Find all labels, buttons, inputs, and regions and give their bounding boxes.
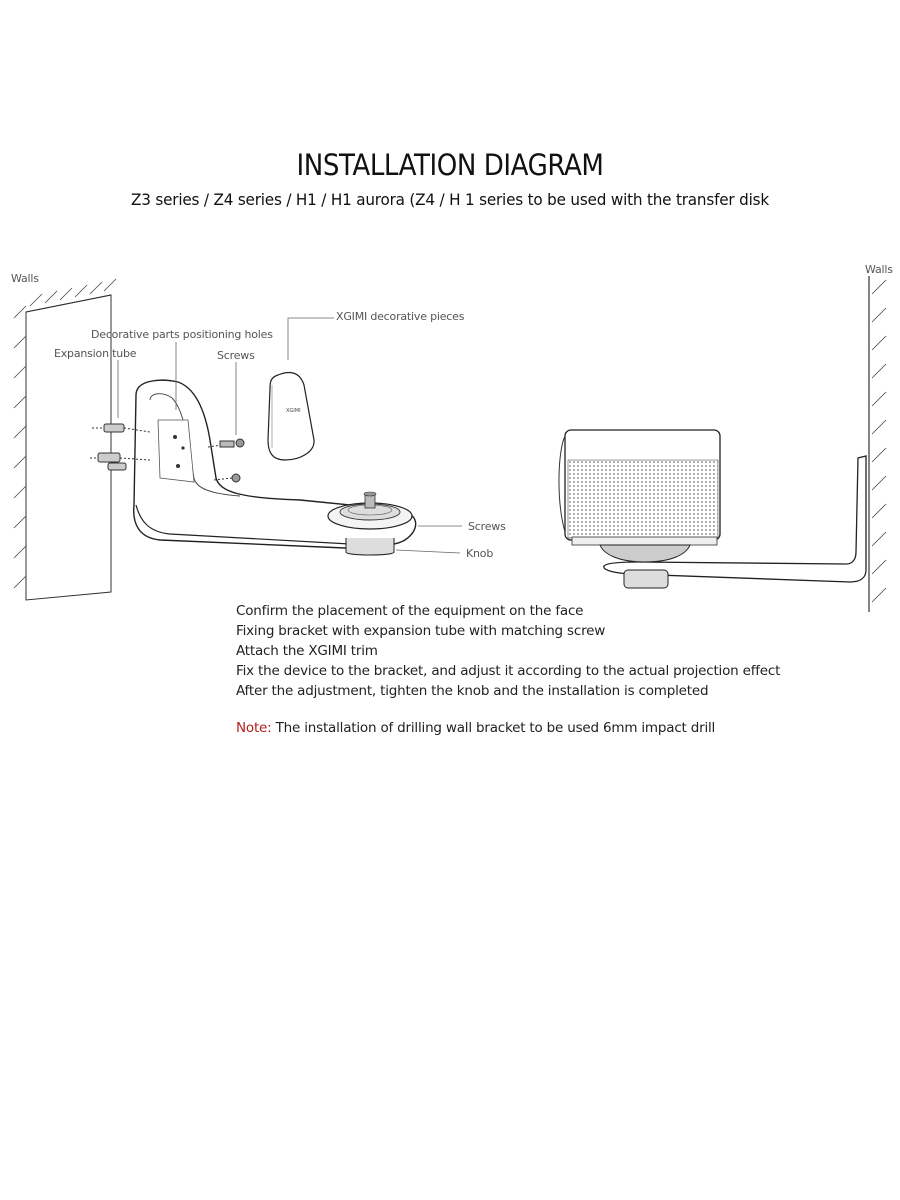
- step-5: After the adjustment, tighten the knob and the installation is completed: [236, 683, 709, 699]
- decorative-positioning-holes-label: Decorative parts positioning holes: [91, 328, 273, 341]
- knob-label: Knob: [466, 547, 494, 560]
- step-1: Confirm the placement of the equipment on the face: [236, 603, 584, 619]
- step-4: Fix the device to the bracket, and adjust it according to the actual projection effect: [236, 663, 781, 679]
- note-prefix: Note:: [236, 720, 272, 736]
- xgimi-decorative-pieces-label: XGIMI decorative pieces: [336, 310, 465, 323]
- screws-bottom-label: Screws: [468, 520, 506, 533]
- expansion-tube-label: Expansion tube: [54, 347, 137, 360]
- svg-text:XGIMI: XGIMI: [286, 408, 301, 414]
- page-title: INSTALLATION DIAGRAM: [296, 148, 604, 182]
- note: [236, 720, 715, 736]
- walls-left-label: Walls: [11, 272, 39, 285]
- installation-steps: [236, 601, 780, 701]
- page-subtitle: Z3 series / Z4 series / H1 / H1 aurora (Z4 / H 1 series to be used with the transfer disk: [131, 190, 769, 209]
- step-2: Fixing bracket with expansion tube with matching screw: [236, 623, 606, 639]
- note-text: The installation of drilling wall bracket to be used 6mm impact drill: [271, 720, 716, 736]
- xgimi-decorative-piece: [268, 372, 314, 460]
- projector-device: [559, 430, 720, 562]
- walls-right-label: Walls: [865, 263, 893, 276]
- screws-top-label: Screws: [217, 349, 255, 362]
- right-wall-hatch: [872, 280, 886, 602]
- step-3: Attach the XGIMI trim: [236, 643, 378, 659]
- right-wall: [869, 276, 886, 612]
